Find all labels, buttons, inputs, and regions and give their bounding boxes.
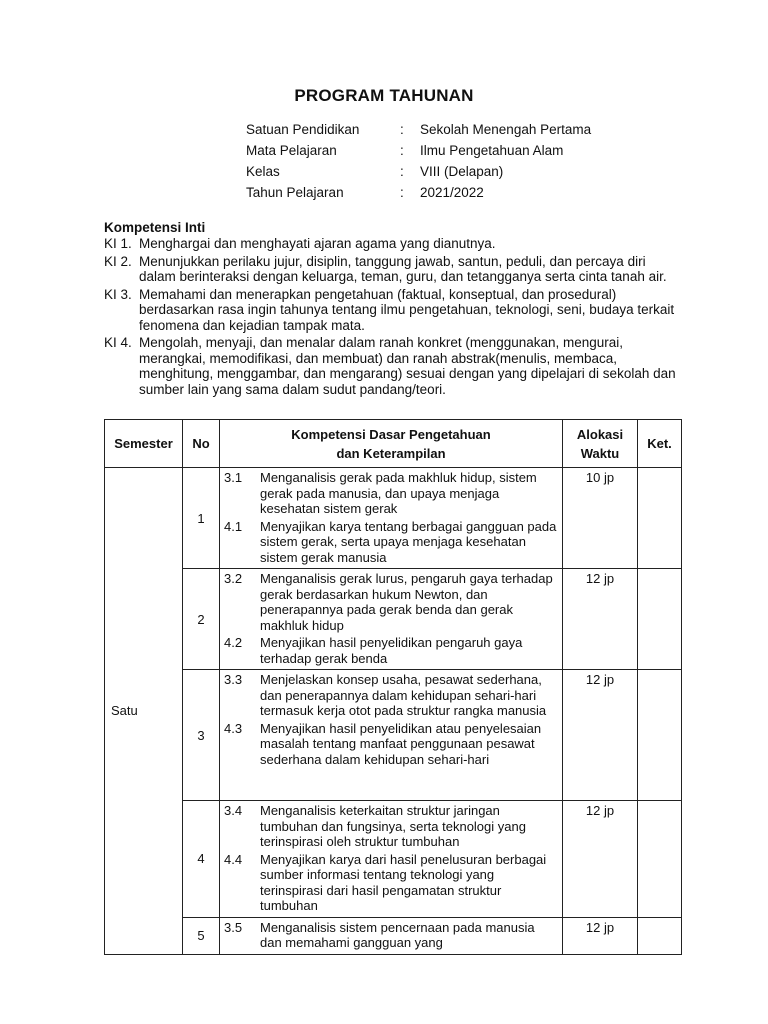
header-kompetensi-dasar — [220, 420, 563, 468]
header-alokasi-waktu — [563, 420, 638, 468]
no-cell: 2 — [183, 569, 220, 670]
kd-item — [224, 470, 558, 517]
meta-row-mapel — [246, 140, 591, 161]
alokasi-cell: 12 jp — [563, 670, 638, 801]
table-row — [105, 670, 682, 801]
kd-code: 4.1 — [224, 518, 243, 534]
meta-label: Kelas — [246, 164, 280, 179]
kd-item — [224, 635, 558, 666]
kd-cell — [220, 670, 563, 801]
page-title: PROGRAM TAHUNAN — [294, 86, 474, 105]
kd-item — [224, 852, 558, 914]
header-ket: Ket. — [638, 420, 682, 468]
header-no: No — [183, 420, 220, 468]
kd-item — [224, 672, 558, 719]
kd-text: Menyajikan hasil penyelidikan atau penyelesaian masalah tentang manfaat penggunaan pesawat sederhana dalam kehidupan sehari-hari — [260, 720, 542, 767]
header-kd-line1: Kompetensi Dasar Pengetahuan — [291, 426, 491, 442]
alokasi-cell: 12 jp — [563, 801, 638, 918]
ki-text: Memahami dan menerapkan pengetahuan (faktual, konseptual, dan prosedural) berdasarkan rasa ingin tahunya tentang ilmu pengetahuan, teknologi, seni, budaya terkait fenomena dan kejadian tampak mata. — [139, 286, 675, 333]
ki-text: Menunjukkan perilaku jujur, disiplin, tanggung jawab, santun, peduli, dan percaya diri dalam berinteraksi dengan keluarga, teman, guru, dan tetangganya serta cinta tanah air. — [139, 253, 667, 284]
semester-cell: Satu — [105, 468, 183, 955]
meta-colon: : — [400, 122, 404, 137]
ket-cell — [638, 670, 682, 801]
no-cell: 4 — [183, 801, 220, 918]
ket-cell — [638, 468, 682, 569]
ket-cell — [638, 801, 682, 918]
kompetensi-inti-section — [104, 220, 684, 399]
kd-code: 3.5 — [224, 919, 243, 935]
header-alokasi-line1: Alokasi — [576, 426, 624, 442]
header-alokasi-line2: Waktu — [580, 445, 620, 461]
meta-colon: : — [400, 185, 404, 200]
kd-code: 3.1 — [224, 470, 243, 485]
meta-value: 2021/2022 — [420, 185, 484, 200]
meta-row-satuan — [246, 119, 591, 140]
meta-value: VIII (Delapan) — [420, 164, 504, 179]
meta-row-kelas — [246, 161, 591, 182]
kd-cell — [220, 801, 563, 918]
kd-item — [224, 571, 558, 633]
kd-text: Menganalisis gerak pada makhluk hidup, sistem gerak pada manusia, dan upaya menjaga kesehatan sistem gerak — [260, 470, 537, 516]
kd-text: Menganalisis keterkaitan struktur jaringan tumbuhan dan fungsinya, serta teknologi yang terinspirasi oleh struktur tumbuhan — [260, 803, 526, 849]
kd-item — [224, 803, 558, 850]
ki-code: KI 1. — [104, 236, 132, 251]
kd-cell — [220, 917, 563, 954]
ki-code: KI 3. — [104, 286, 132, 302]
meta-colon: : — [400, 164, 404, 179]
table-row — [105, 801, 682, 918]
ki-text: Mengolah, menyaji, dan menalar dalam ranah konkret (menggunakan, mengurai, merangkai, memodifikasi, dan membuat) dan ranah abstrak(menulis, membaca, menghitung, menggambar, dan mengarang) sesuai dengan yang dipelajari di sekolah dan sumber lain yang sama dalam sudut pandang/teori. — [139, 335, 676, 397]
meta-row-tahun — [246, 182, 591, 203]
no-cell: 5 — [183, 917, 220, 954]
header-semester: Semester — [105, 420, 183, 468]
header-kd-line2: dan Keterampilan — [336, 445, 446, 461]
kd-code: 3.4 — [224, 803, 243, 818]
kd-text: Menyajikan karya dari hasil penelusuran berbagai sumber informasi tentang teknologi yang terinspirasi dari hasil pengamatan struktur tumbuhan — [260, 851, 547, 913]
alokasi-cell: 12 jp — [563, 569, 638, 670]
kd-code: 4.4 — [224, 851, 243, 867]
ki-item — [104, 335, 684, 397]
kd-item — [224, 920, 558, 951]
ki-code: KI 4. — [104, 335, 132, 350]
kd-code: 3.3 — [224, 672, 243, 687]
ket-cell — [638, 569, 682, 670]
ket-cell — [638, 917, 682, 954]
kd-text: Menyajikan hasil penyelidikan pengaruh gaya terhadap gerak benda — [260, 635, 523, 666]
meta-label: Satuan Pendidikan — [246, 122, 360, 137]
kompetensi-dasar-table — [104, 419, 682, 955]
meta-colon: : — [400, 143, 404, 158]
kd-cell — [220, 569, 563, 670]
kd-item — [224, 519, 558, 566]
kd-code: 4.2 — [224, 635, 243, 650]
ki-code: KI 2. — [104, 253, 132, 269]
kd-text: Menganalisis sistem pencernaan pada manusia dan memahami gangguan yang — [260, 919, 535, 950]
no-cell: 3 — [183, 670, 220, 801]
kd-item — [224, 721, 558, 768]
table-header-row — [105, 420, 682, 468]
kd-cell — [220, 468, 563, 569]
identity-block — [246, 119, 591, 203]
meta-label: Mata Pelajaran — [246, 143, 337, 158]
table-row — [105, 569, 682, 670]
no-cell: 1 — [183, 468, 220, 569]
kd-text: Menganalisis gerak lurus, pengaruh gaya terhadap gerak berdasarkan hukum Newton, dan penerapannya pada gerak benda dan gerak makhluk hidup — [260, 571, 553, 633]
kd-code: 4.3 — [224, 720, 243, 736]
meta-label: Tahun Pelajaran — [246, 185, 344, 200]
alokasi-cell: 12 jp — [563, 917, 638, 954]
kd-text: Menjelaskan konsep usaha, pesawat sederhana, dan penerapannya dalam kehidupan sehari-hari termasuk kerja otot pada struktur rangka manusia — [260, 672, 547, 718]
kd-text: Menyajikan karya tentang berbagai gangguan pada sistem gerak, serta upaya menjaga kesehatan sistem gerak manusia — [260, 518, 557, 565]
table-row — [105, 468, 682, 569]
kompetensi-inti-heading: Kompetensi Inti — [104, 220, 206, 235]
ki-item — [104, 254, 684, 285]
ki-text: Menghargai dan menghayati ajaran agama yang dianutnya. — [139, 236, 496, 251]
kd-code: 3.2 — [224, 571, 243, 586]
meta-value: Ilmu Pengetahuan Alam — [420, 143, 564, 158]
table-row — [105, 917, 682, 954]
meta-value: Sekolah Menengah Pertama — [420, 122, 592, 137]
ki-item — [104, 287, 684, 334]
alokasi-cell: 10 jp — [563, 468, 638, 569]
ki-item — [104, 236, 684, 252]
